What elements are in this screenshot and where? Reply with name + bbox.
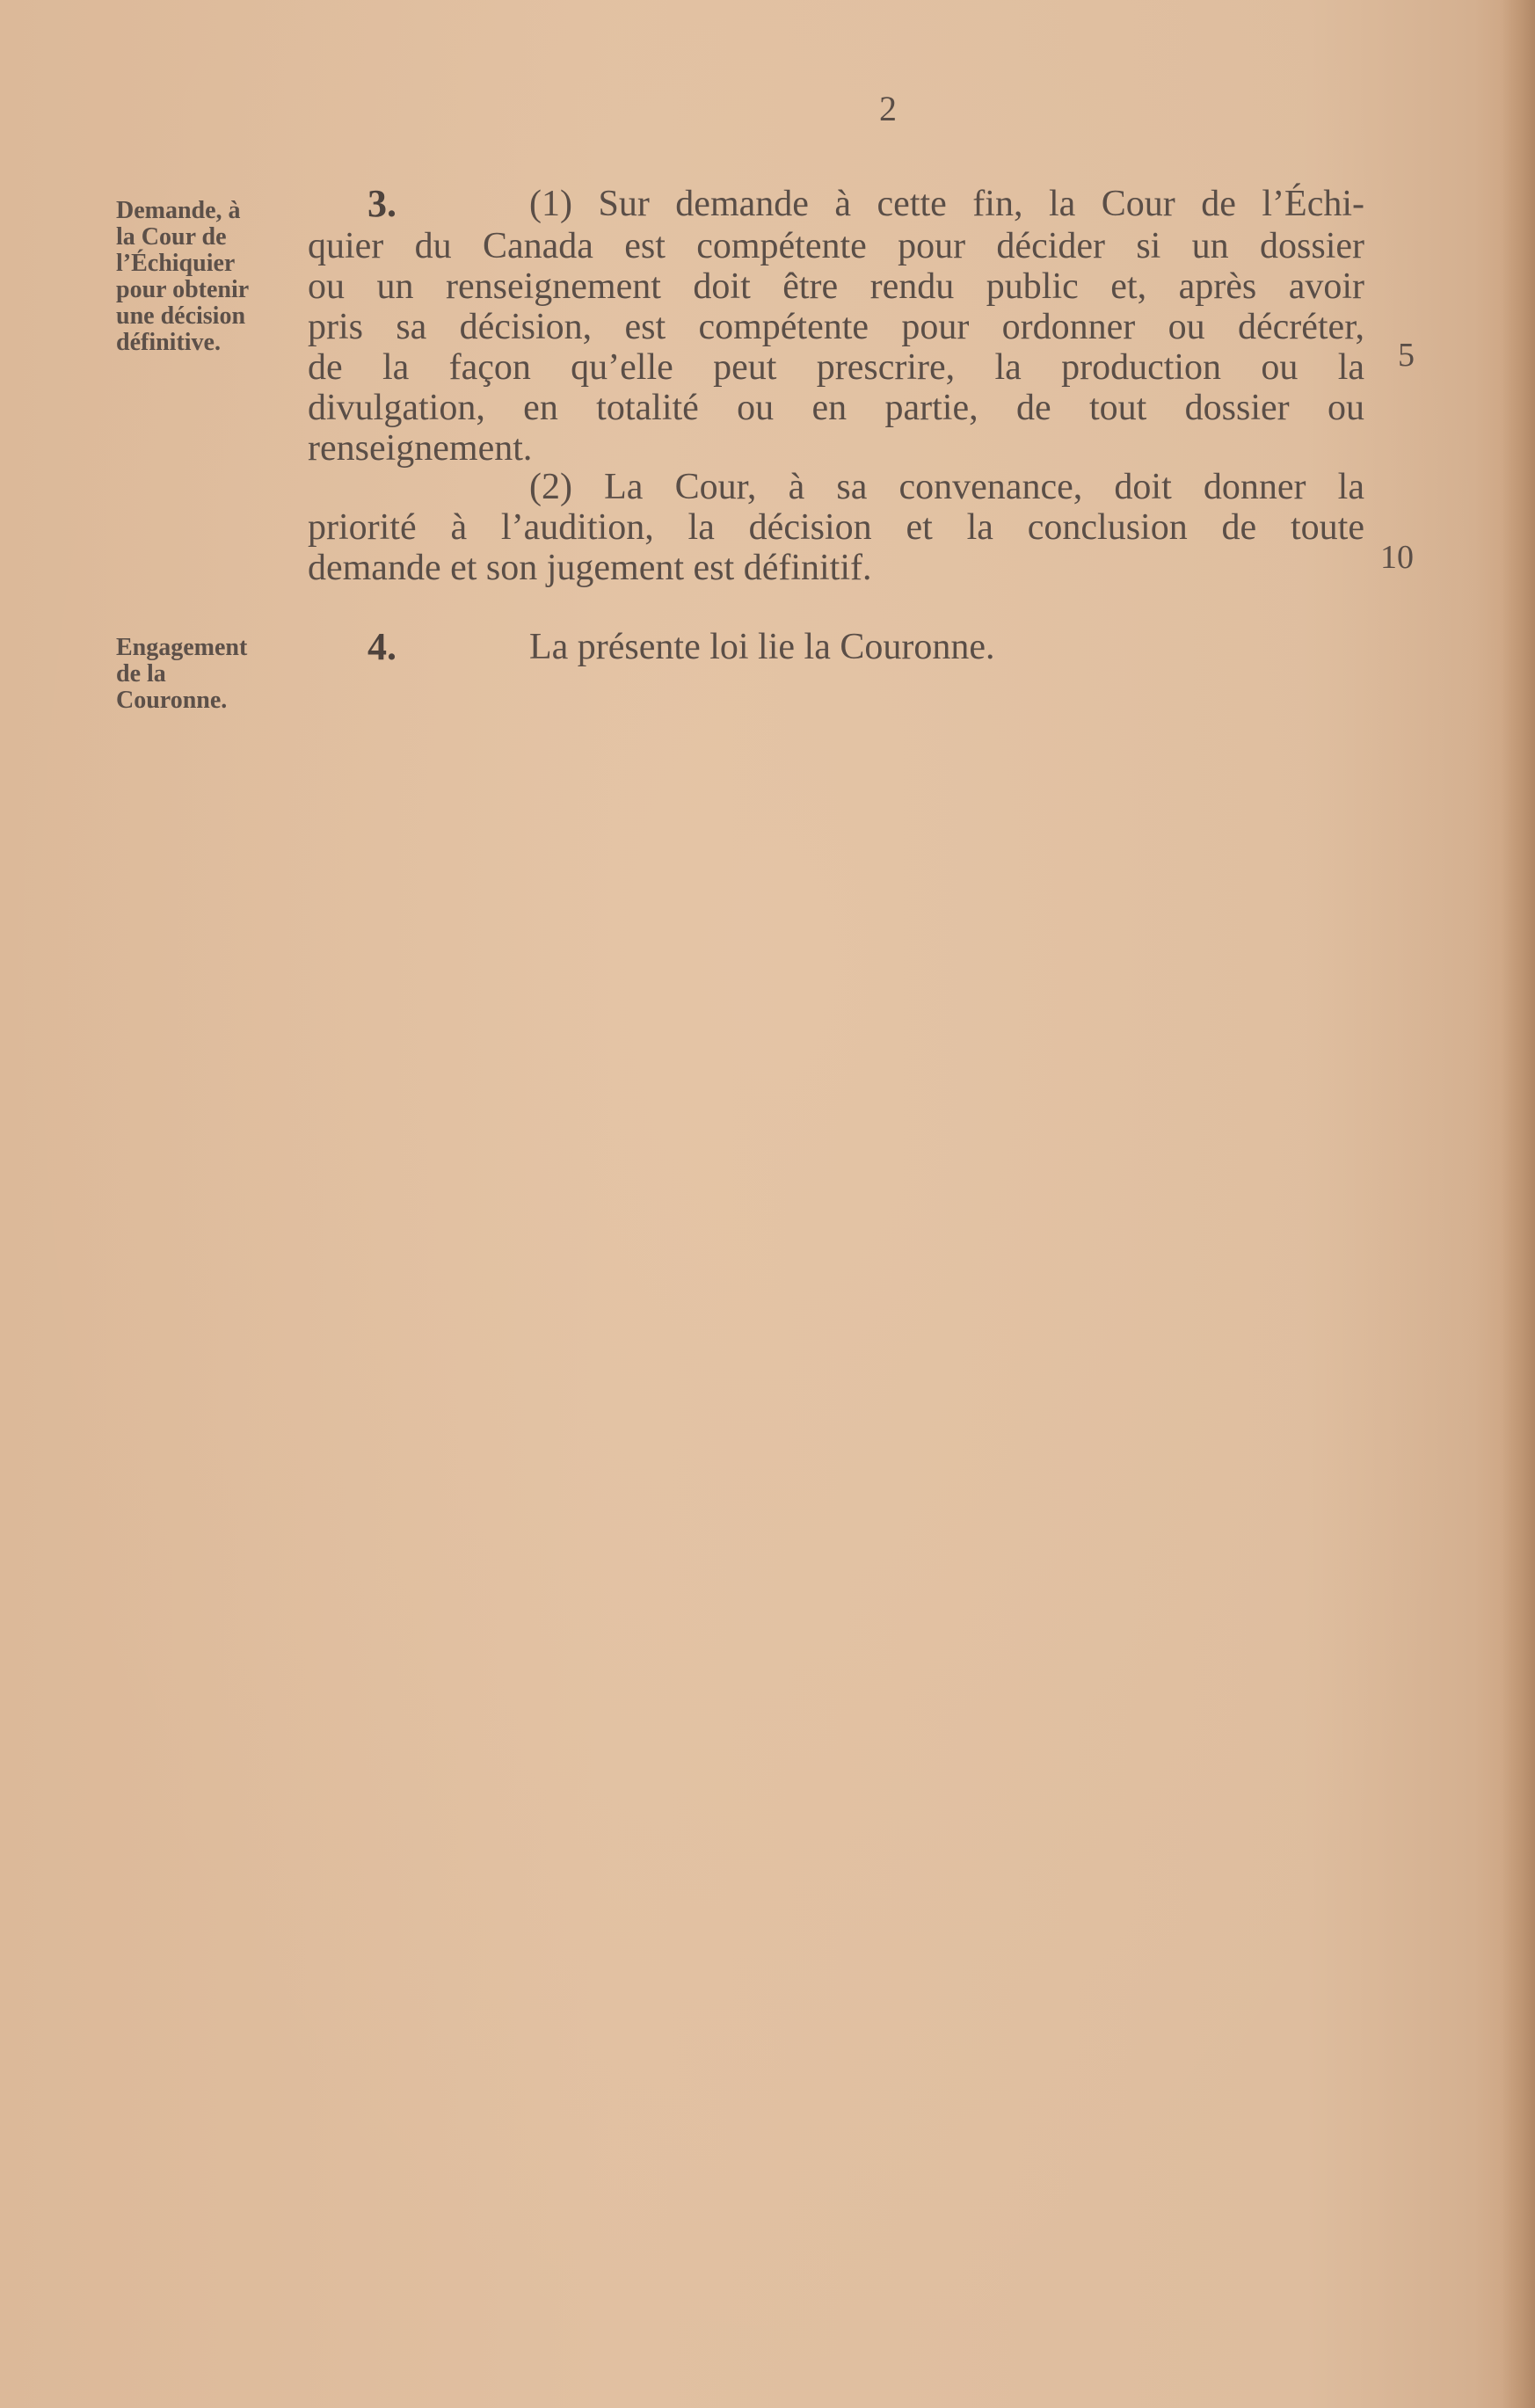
section-3-1-line: pris sa décision, est compétente pour ordonner ou décréter, [308, 307, 1364, 347]
section-number-4: 4. [367, 625, 396, 668]
marginal-note-line: pour obtenir [116, 276, 250, 303]
marginal-note-line: une décision [116, 302, 246, 330]
marginal-note-line: Couronne. [116, 687, 228, 714]
line-number-5: 5 [1398, 337, 1415, 374]
section-number-3: 3. [367, 182, 396, 225]
marginal-note-line: la Cour de [116, 223, 227, 251]
marginal-note-section-4 [116, 635, 292, 714]
marginal-note-line: de la [116, 660, 166, 687]
page-edge-shadow [1502, 0, 1535, 2408]
section-3-1-line: (1) Sur demande à cette fin, la Cour de l’Échi- [529, 184, 1364, 224]
section-3-2-line: demande et son jugement est définitif. [308, 548, 872, 588]
section-3-1-line: de la façon qu’elle peut prescrire, la production ou la [308, 347, 1364, 388]
line-number-10: 10 [1380, 539, 1414, 576]
section-3-1-line: renseignement. [308, 428, 533, 469]
section-3-2-line: priorité à l’audition, la décision et la conclusion de toute [308, 507, 1364, 548]
section-3-1-line: quier du Canada est compétente pour décider si un dossier [308, 226, 1364, 266]
marginal-note-section-3 [116, 198, 292, 356]
section-3-1-line: divulgation, en totalité ou en partie, de tout dossier ou [308, 388, 1364, 428]
section-4-text: La présente loi lie la Couronne. [529, 627, 995, 667]
marginal-note-line: l’Échiquier [116, 250, 236, 277]
section-3-1-line: ou un renseignement doit être rendu public et, après avoir [308, 266, 1364, 307]
marginal-note-line: définitive. [116, 329, 221, 356]
marginal-note-line: Engagement [116, 634, 248, 661]
section-3-2-line: (2) La Cour, à sa convenance, doit donner la [529, 467, 1364, 507]
page-number: 2 [879, 89, 897, 128]
marginal-note-line: Demande, à [116, 197, 241, 224]
